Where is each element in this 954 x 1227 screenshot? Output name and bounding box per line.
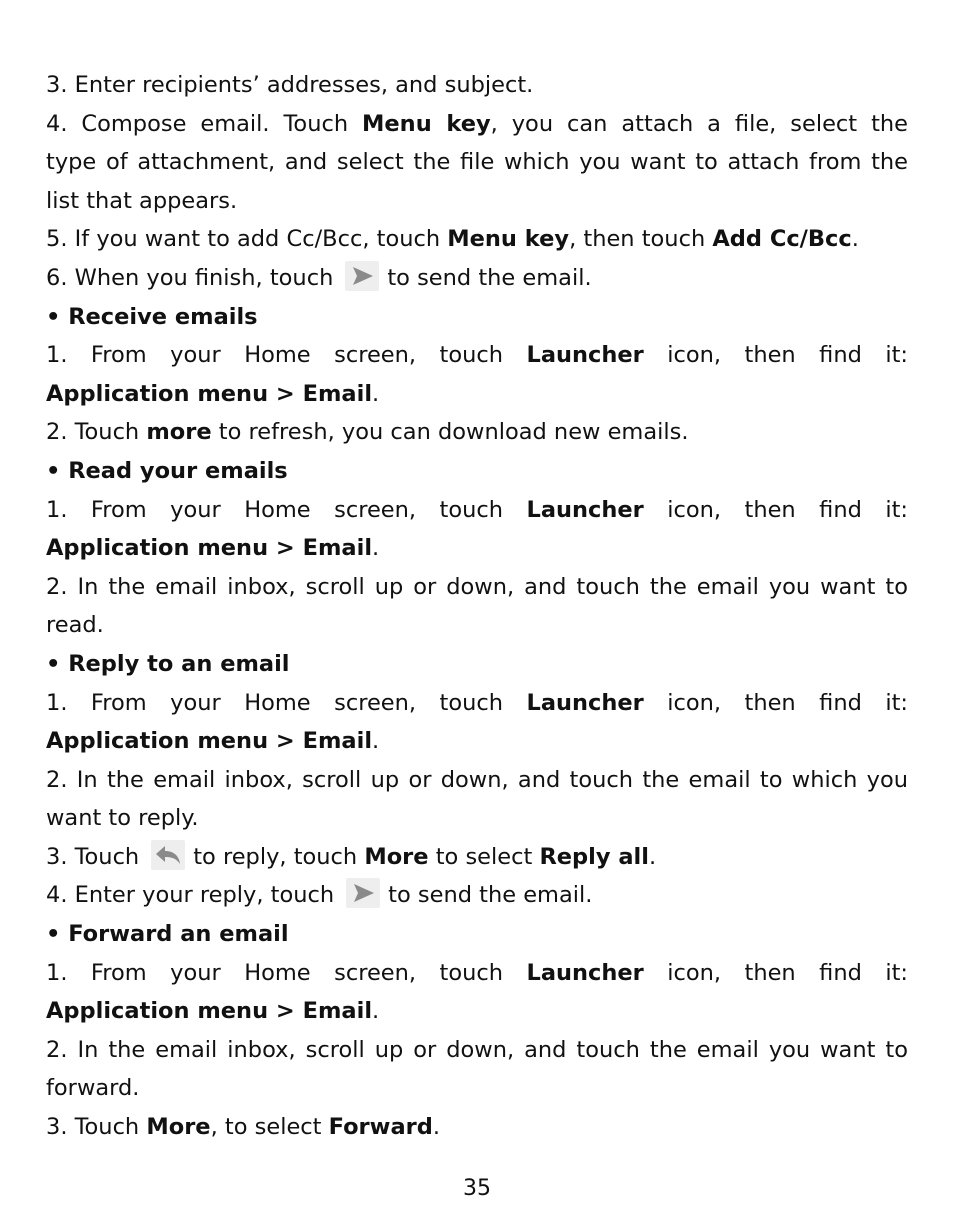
step-compose-line1: 4. Compose email. Touch Menu key, you can attach a file, select the bbox=[46, 110, 908, 137]
step-send-email: 6. When you finish, touch to send the email. bbox=[46, 259, 908, 298]
send-icon bbox=[345, 261, 379, 291]
receive-step1-line2: Application menu > Email. bbox=[46, 380, 380, 407]
step-enter-recipients: 3. Enter recipients’ addresses, and subject. bbox=[46, 72, 534, 98]
heading-receive-emails: • Receive emails bbox=[46, 303, 258, 330]
receive-step2: 2. Touch more to refresh, you can download new emails. bbox=[46, 419, 689, 446]
read-step1-line1: 1. From your Home screen, touch Launcher icon, then find it: bbox=[46, 496, 908, 523]
heading-read-emails: • Read your emails bbox=[46, 457, 288, 484]
reply-step2-line1: 2. In the email inbox, scroll up or down, and touch the email to which you bbox=[46, 766, 908, 793]
reply-step4: 4. Enter your reply, touch to send the email. bbox=[46, 876, 908, 915]
heading-reply-email: • Reply to an email bbox=[46, 650, 290, 677]
forward-step2-line2: forward. bbox=[46, 1075, 140, 1102]
reply-icon bbox=[151, 840, 185, 870]
read-step2-line2: read. bbox=[46, 612, 104, 639]
forward-step3: 3. Touch More, to select Forward. bbox=[46, 1114, 440, 1141]
read-step1-line2: Application menu > Email. bbox=[46, 535, 380, 562]
heading-forward-email: • Forward an email bbox=[46, 921, 289, 948]
send-icon bbox=[346, 878, 380, 908]
reply-step1-line2: Application menu > Email. bbox=[46, 728, 380, 755]
step-compose-line3: list that appears. bbox=[46, 187, 238, 214]
page-number: 35 bbox=[463, 1176, 491, 1201]
step-compose-line2: type of attachment, and select the file which you want to attach from the bbox=[46, 149, 908, 176]
forward-step1-line1: 1. From your Home screen, touch Launcher icon, then find it: bbox=[46, 959, 908, 986]
reply-step3: 3. Touch to reply, touch More to select Reply all. bbox=[46, 838, 908, 877]
step-add-cc-bcc: 5. If you want to add Cc/Bcc, touch Menu key, then touch Add Cc/Bcc. bbox=[46, 226, 859, 253]
manual-page-body bbox=[46, 66, 908, 1147]
forward-step1-line2: Application menu > Email. bbox=[46, 998, 380, 1025]
reply-step2-line2: want to reply. bbox=[46, 805, 199, 832]
reply-step1-line1: 1. From your Home screen, touch Launcher icon, then find it: bbox=[46, 689, 908, 716]
receive-step1-line1: 1. From your Home screen, touch Launcher icon, then find it: bbox=[46, 342, 908, 369]
read-step2-line1: 2. In the email inbox, scroll up or down, and touch the email you want to bbox=[46, 573, 908, 600]
forward-step2-line1: 2. In the email inbox, scroll up or down, and touch the email you want to bbox=[46, 1036, 908, 1063]
